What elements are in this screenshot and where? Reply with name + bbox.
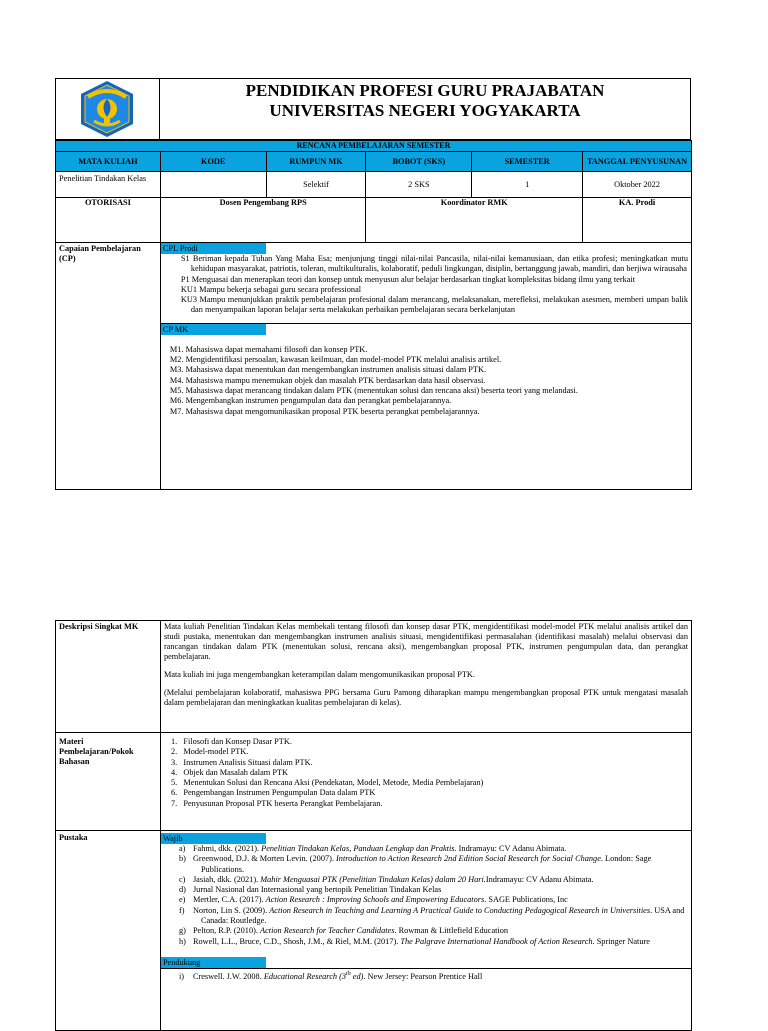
value-mata-kuliah: Penelitian Tindakan Kelas [56,172,161,198]
deskripsi-paragraph: Mata kuliah Penelitian Tindakan Kelas membekali tentang filosofi dan konsep dasar PTK, mengidentifikasi model-model PTK melalui analisis artikel dan studi pustaka, menentukan dan mengembangkan instrumen analisis situasi, mengidentifikasi permasalahan (identifikasi masalah) melalui observasi dan rancangan tindakan dalam PTK (menentukan solusi, rencana aksi), mengembangkan proposal PTK, instrumen pengumpulan data, dan perangkat pembelajaran. [163,622,688,661]
cpl-item: KU3 Mampu menunjukkan praktik pembelajaran profesional dalam merancang, melaksanakan, merefleksi, melakukan asesmen, memberi umpan balik dan menyampaikan laporan belajar serta melakukan perbaikan pembelajaran secara berkelanjutan [180,295,688,315]
header-bobot: BOBOT (SKS) [366,152,472,172]
materi-content [160,733,691,831]
deskripsi-paragraph: Mata kuliah ini juga mengembangkan keterampilan dalam mengomunikasikan proposal PTK. [163,670,475,679]
pustaka-content [160,831,691,1031]
reference-title: Educational Research (3th ed) [263,970,364,981]
reference-item: b) Greenwood, D.J. & Morten Levin. (2007). Introduction to Action Research 2nd Edition Social Research for Social Change. London: Sage Publications. [178,854,652,874]
reference-number: f) [178,905,185,915]
capaian-table [55,242,692,490]
otorisasi-koordinator: Koordinator RMK [366,198,583,243]
reference-number: d) [178,885,186,895]
otorisasi-dosen: Dosen Pengembang RPS [160,198,366,243]
value-bobot: 2 SKS [366,172,472,198]
value-rumpun-mk: Selektif [266,172,366,198]
reference-title: Action Research for Teacher Candidates [260,926,395,936]
cpmk-item: M6. Mengembangkan instrumen pengumpulan data dan perangkat pembelajarannya. [169,396,452,406]
reference-item: d) Jurnal Nasional dan Internasional yang bertopik Penelitian Tindakan Kelas [178,885,442,895]
reference-title: The Palgrave International Handbook of Action Research [400,936,593,946]
cpl-item: KU1 Mampu bekerja sebagai guru secara professional [180,284,362,294]
reference-number: g) [178,926,186,936]
reference-title: Mahir Menguasai PTK (Penelitian Tindakan Kelas) dalam 20 Hari. [260,874,486,884]
cpmk-item: M2. Mengidentifikasi persoalan, kawasan keilmuan, dan model-model PTK melalui analisis artikel. [169,355,502,365]
reference-number: h) [178,936,186,946]
header-kode: KODE [160,152,266,172]
rps-title: RENCANA PEMBELAJARAN SEMESTER [56,141,692,152]
header-semester: SEMESTER [472,152,583,172]
materi-label: Materi Pembelajaran/Pokok Bahasan [56,733,161,831]
wajib-tag: Wajib [161,833,266,844]
capaian-content [160,243,691,490]
otorisasi-label: OTORISASI [56,198,161,243]
value-tanggal: Oktober 2022 [583,172,692,198]
header-title-line1: PENDIDIKAN PROFESI GURU PRAJABATAN [245,81,605,100]
reference-item: i) Creswell. J.W. 2008. Educational Research (3th ed). New Jersey: Pearson Prentice Hall [178,970,483,981]
description-table [55,620,692,1031]
reference-title: Action Research : Improving Schools and Empowering Educators [265,895,485,905]
header-rumpun-mk: RUMPUN MK [266,152,366,172]
otorisasi-kaprodi: KA. Prodi [583,198,692,243]
materi-list [171,737,688,809]
cpl-prodi-tag: CPL Prodi [161,243,266,254]
reference-item: c) Jasiah, dkk. (2021). Mahir Menguasai PTK (Penelitian Tindakan Kelas) dalam 20 Hari.Indramayu: CV Adanu Abimata. [178,874,594,884]
cpmk-item: M5. Mahasiswa dapat merancang tindakan dalam PTK (menentukan solusi dan rencana aksi) beserta teori yang melandasi. [169,385,578,395]
cpmk-list [161,335,691,417]
pendukung-tag: Pendukung [161,957,266,968]
header-tanggal: TANGGAL PENYUSUNAN [583,152,692,172]
reference-item: g) Pelton, R.P. (2010). Action Research for Teacher Candidates. Rowman & Littlefield Education [178,926,509,936]
reference-number: a) [178,844,186,853]
reference-number: e) [178,895,186,905]
cpl-item: S1 Beriman kepada Tuhan Yang Maha Esa; menjunjung tinggi nilai-nilai Pancasila, nilai-nilai kemanusiaan, dan etika profesi; meningkatkan mutu kehidupan masyarakat, patriotis, toleran, multikulturalis, kolaboratif, peduli lingkungan, disiplin, bertanggung jawab, mandiri, dan berjiwa wirausaha [180,254,688,274]
reference-number: b) [178,854,186,864]
materi-item: 6. Pengembangan Instrumen Pengumpulan Data dalam PTK [170,788,376,798]
tut-wuri-handayani-logo [76,79,138,139]
wajib-list [161,844,691,947]
reference-number: i) [178,971,185,981]
reference-item: a) Fahmi, dkk. (2021). Penelitian Tindakan Kelas, Panduan Lengkap dan Praktis. Indramayu: CV Adanu Abimata. [178,844,567,853]
reference-title: Penelitian Tindakan Kelas, Panduan Lengkap dan Praktis. [261,844,457,853]
reference-title: Action Research in Teaching and Learning A Practical Guide to Conducting Pedagogical Research in Universities [269,905,651,915]
pendukung-list [161,968,691,982]
deskripsi-content [160,621,691,733]
materi-item: 4. Objek dan Masalah dalam PTK [170,767,288,777]
materi-item: 2. Model-model PTK. [170,747,249,757]
reference-item: f) Norton, Lin S. (2009). Action Research in Teaching and Learning A Practical Guide to Conducting Pedagogical Research in Universities. USA and Canada: Routledge. [178,905,685,926]
pustaka-label: Pustaka [56,831,161,1031]
reference-number: c) [178,874,186,884]
cpl-item: P1 Menguasai dan menerapkan teori dan konsep untuk menyusun alur belajar berdasarkan tingkat kompleksitas bidang ilmu yang terkait [180,274,636,284]
deskripsi-label: Deskripsi Singkat MK [56,621,161,733]
cp-mk-tag: CP MK [161,324,266,335]
value-kode [160,172,266,198]
cpmk-item: M7. Mahasiswa dapat mengomunikasikan proposal PTK beserta perangkat pembelajarannya. [169,406,480,416]
materi-item: 1. Filosofi dan Konsep Dasar PTK. [170,737,292,746]
capaian-label: Capaian Pembelajaran (CP) [56,243,161,490]
deskripsi-paragraph: (Melalui pembelajaran kolaboratif, mahasiswa PPG bersama Guru Pamong diharapkan mampu mengembangkan proposal PTK untuk mengatasi masalah dalam pembelajaran dan meningkatkan kualitas pembelajaran di kelas). [163,688,688,707]
materi-item: 5. Menentukan Solusi dan Rencana Aksi (Pendekatan, Model, Metode, Media Pembelajaran) [170,778,484,788]
header-mata-kuliah: MATA KULIAH [56,152,161,172]
cpl-list [161,254,691,316]
cpmk-item: M4. Mahasiswa mampu menemukan objek dan masalah PTK berdasarkan data hasil observasi. [169,375,486,385]
cpmk-item: M1. Mahasiswa dapat memahami filosofi dan konsep PTK. [169,344,368,354]
rps-info-table [55,140,692,243]
reference-title: Introduction to Action Research 2nd Edition Social Research for Social Change [336,854,601,864]
cpmk-section [161,323,691,417]
reference-item: h) Rowell, L.L., Bruce, C.D., Shosh, J.M., & Riel, M.M. (2017). The Palgrave International Handbook of Action Research. Springer Nature [178,936,650,946]
cpmk-item: M3. Mahasiswa dapat menentukan dan mengembangkan instrumen analisis situasi dalam PTK. [169,365,487,375]
value-semester: 1 [472,172,583,198]
materi-item: 7. Penyusunan Proposal PTK beserta Perangkat Pembelajaran. [170,798,383,808]
materi-item: 3. Instrumen Analisis Situasi dalam PTK. [170,757,313,767]
reference-item: e) Mertler, C.A. (2017). Action Research : Improving Schools and Empowering Educators. SAGE Publications, Inc [178,895,568,905]
header-title-line2: UNIVERSITAS NEGERI YOGYAKARTA [269,101,581,120]
